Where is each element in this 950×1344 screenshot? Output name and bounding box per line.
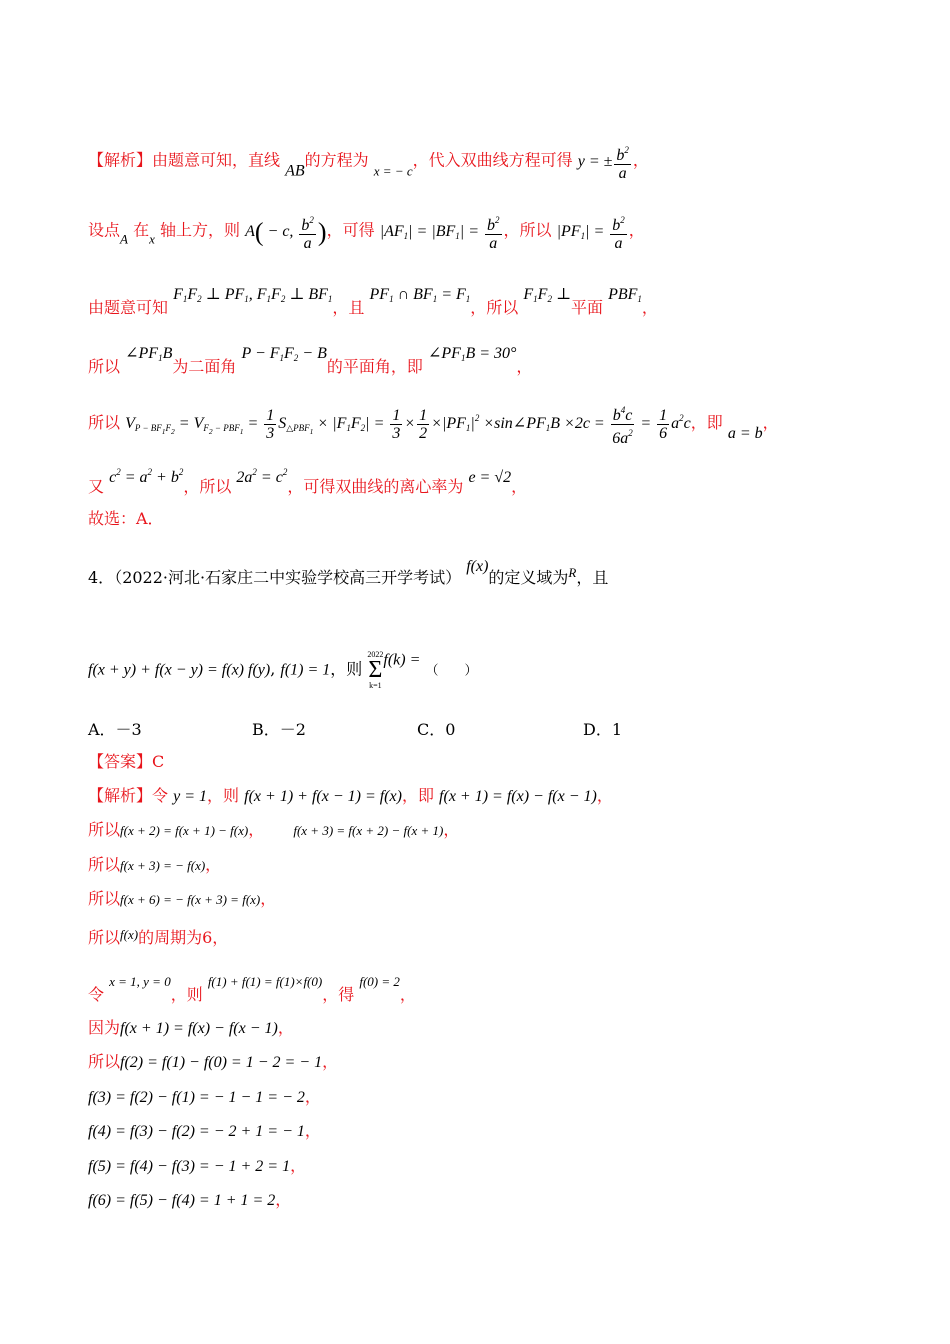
solution4-line9: f(3) = f(2) − f(1) = − 1 − 1 = − 2， xyxy=(88,1087,321,1106)
solution3-line2: 设点$_A$ 在$_x$ 轴上方，则 A( − c, $\frac{b^2}{a}$ )，可得 $|AF_1| = |BF_1|$ = $\frac{b^2}{a}$ ，所以 $|PF_1|$ = $\frac{b^2}{a}$ ， xyxy=(88,212,645,252)
math-intersect: $PF_1$ ∩ $BF_1 = F_1$ xyxy=(369,286,471,304)
question4-condition: f(x + y) + f(x − y) = f(x) f(y), f(1) = 1，则 2022 Σ k=1 f(k) = （ ） xyxy=(88,650,478,690)
math-eccentricity: e = √2 xyxy=(468,469,512,486)
answer-label: 【答案】 xyxy=(88,752,153,771)
solution3-line1: 【解析】由题意可知，直线 AB的方程为 $_{x = - c}$，代入双曲线方程可得 y = ± $\frac{b^2}{a}$ ， xyxy=(88,142,649,182)
math-PF1: $|PF_1|$ = $\frac{b^2}{a}$ xyxy=(557,223,629,240)
solution3-line5: 所以 $V_{P - BF_1F_2} = V_{F_2 - PBF_1}$ = $\frac{1}{3}$ $S_{\triangle PBF_1} \times |F_1F_2|$ = $\frac{1}{3}$ × $\frac{1}{2}$ $\times|PF_1|^2$ $\times\sin\angle PF_1B \times 2c$ = $\frac{b^4c}{6a^2}$ = $\frac{1}{6}$ $a^2c$，即 a = b， xyxy=(88,402,779,447)
solution3-line6: 又 $c^2 = a^2 + b^2$，所以 $2a^2 = c^2$，可得双曲线的离心率为 e = √2， xyxy=(88,467,528,496)
option-c: C．0 xyxy=(417,720,456,739)
solution4-line7: 因为f(x + 1) = f(x) − f(x − 1)， xyxy=(88,1018,294,1037)
math-y-eq: y = ± $\frac{b^2}{a}$ xyxy=(578,153,633,170)
math-functional-equation: f(x + y) + f(x − y) = f(x) f(y) xyxy=(88,661,271,679)
solution4-line8: 所以f(2) = f(1) − f(0) = 1 − 2 = − 1， xyxy=(88,1052,339,1071)
option-b: B．－2 xyxy=(252,720,306,739)
math-AF1-BF1: $|AF_1| = |BF_1|$ = $\frac{b^2}{a}$ xyxy=(380,223,504,240)
solution3-line3: 由题意可知 $F_1F_2$ ⊥ $PF_1$, $F_1F_2$ ⊥ $BF_1$，且 $PF_1$ ∩ $BF_1 = F_1$，所以 $F_1F_2$ ⊥平面 $PBF_1$， xyxy=(88,286,658,317)
solution4-line4: 所以f(x + 6) = − f(x + 3) = f(x)， xyxy=(88,889,277,908)
solution4-line11: f(5) = f(4) − f(3) = − 1 + 2 = 1， xyxy=(88,1156,307,1175)
solution4-line10: f(4) = f(3) − f(2) = − 2 + 1 = − 1， xyxy=(88,1121,321,1140)
math-AB: AB xyxy=(285,162,305,180)
math-sum-sigma: 2022 Σ k=1 xyxy=(367,650,384,690)
analysis-label: 【解析】 xyxy=(88,150,153,170)
solution4-line1: 【解析】令 y = 1，则 f(x + 1) + f(x − 1) = f(x)，即 f(x + 1) = f(x) − f(x − 1)， xyxy=(88,786,613,805)
math-volume: $V_{P - BF_1F_2} = V_{F_2 - PBF_1}$ = $\frac{1}{3}$ $S_{\triangle PBF_1} \times |F_1F_2|$ = $\frac{1}{3}$ × $\frac{1}{2}$ $\times|PF_1|^2$ $\times\sin\angle PF_1B \times 2c$ = $\frac{b^4c}{6a^2}$ = $\frac{1}{6}$ $a^2c$ xyxy=(125,415,691,432)
question-source: （2022·河北·石家庄二中实验学校高三开学考试） xyxy=(114,568,462,587)
solution3-conclusion: 故选：A． xyxy=(88,509,164,528)
math-point-A: A( − c, $\frac{b^2}{a}$ ) xyxy=(245,223,327,240)
analysis-label: 【解析】 xyxy=(88,786,153,805)
solution4-line2: 所以f(x + 2) = f(x + 1) − f(x)， f(x + 3) = f(x + 2) − f(x + 1)， xyxy=(88,820,460,839)
solution4-line12: f(6) = f(5) − f(4) = 1 + 1 = 2， xyxy=(88,1190,292,1209)
solution3-line4: 所以 $\angle PF_1B$为二面角 $P - F_1F_2 - B$的平面角，即 $\angle PF_1B = 30^\circ$， xyxy=(88,345,533,376)
solution4-line5: 所以$^{f(x)}$的周期为6， xyxy=(88,927,229,947)
answer-value: C xyxy=(152,752,165,771)
solution4-line6: 令 $^{x = 1, y = 0}$，则 $^{f(1) + f(1) = f(1)\times f(0)}$，得 $^{f(0) = 2}$， xyxy=(88,974,416,1004)
answer4 xyxy=(88,752,164,772)
solution4-line3: 所以f(x + 3) = − f(x)， xyxy=(88,855,222,874)
math-perp: $F_1F_2$ ⊥ $PF_1$, $F_1F_2$ ⊥ $BF_1$ xyxy=(173,286,333,304)
option-d: D．1 xyxy=(583,720,623,739)
question-number: 4． xyxy=(88,568,115,587)
question4-stem: 4．（2022·河北·石家庄二中实验学校高三开学考试） f(x)的定义域为$^R$，且 xyxy=(88,558,609,587)
option-a: A．－3 xyxy=(88,720,142,739)
math-x-eq: x = − c xyxy=(373,163,413,179)
